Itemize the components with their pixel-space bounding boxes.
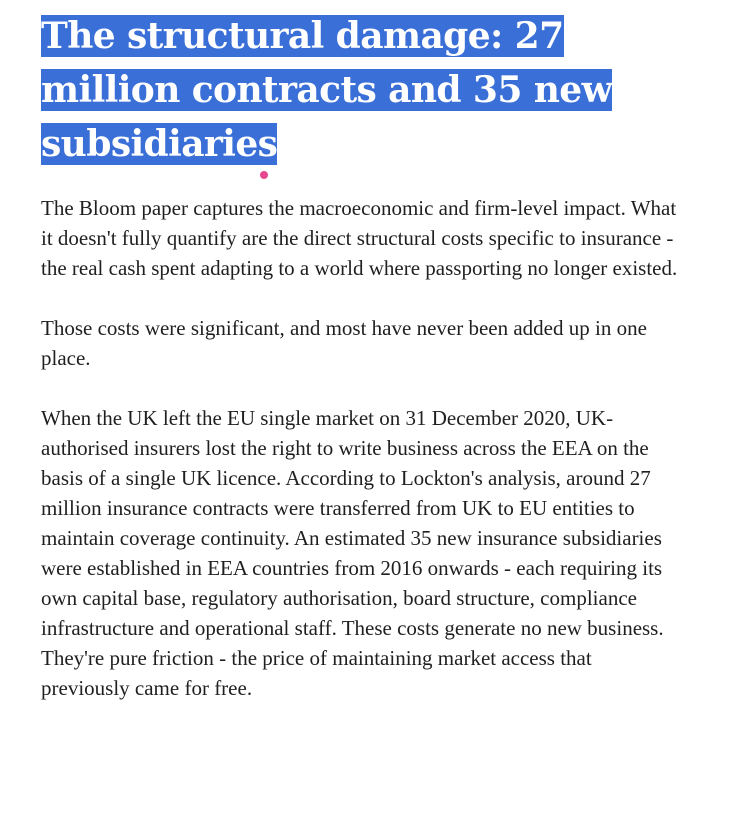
article [41,9,681,733]
paragraph-uk-left-eu: When the UK left the EU single market on 31 December 2020, UK-authorised insurers lost the right to write business across the EEA on the basis of a single UK licence. According to Lockton's analysis, around 27 million insurance contracts were transferred from UK to EU entities to maintain coverage continuity. An estimated 35 new insurance subsidiaries were established in EEA countries from 2016 onwards - each requiring its own capital base, regulatory authorisation, board structure, compliance infrastructure and operational staff. These costs generate no new business. They're pure friction - the price of maintaining market access that previously came for free. [41,406,664,700]
paragraph-costs-significant: Those costs were significant, and most have never been added up in one place. [41,316,647,370]
article-heading[interactable] [41,9,681,171]
selected-heading-text[interactable]: The structural damage: 27 million contracts and 35 new subsidiaries [41,15,612,165]
selection-handle[interactable] [260,171,268,179]
article-body [41,193,681,703]
paragraph-bloom-paper: The Bloom paper captures the macroeconomic and firm-level impact. What it doesn't fully quantify are the direct structural costs specific to insurance - the real cash spent adapting to a world where passporting no longer existed. [41,196,678,280]
